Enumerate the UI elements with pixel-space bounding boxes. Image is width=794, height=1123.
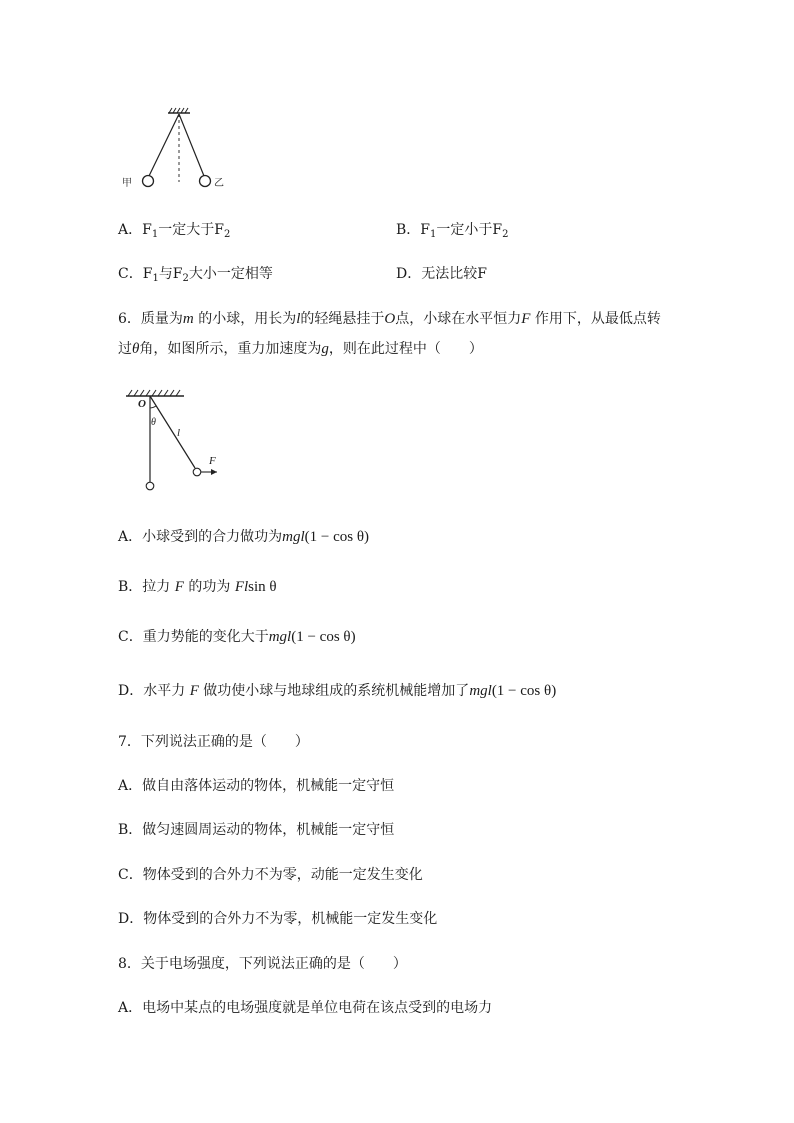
q6-option-d: D．水平力 F 做功使小球与地球组成的系统机械能增加了mgl(1 − cos θ) xyxy=(118,683,557,699)
pendulum-force-figure xyxy=(120,388,230,492)
two-pendulum-figure xyxy=(118,108,248,192)
q5-option-c: C．$F_1$与$F_2$大小一定相等 xyxy=(118,266,273,284)
q6-stem-line1: 6．质量为m 的小球，用长为l的轻绳悬挂于O点，小球在水平恒力F 作用下，从最低点转 xyxy=(118,311,661,327)
ceiling-hatch xyxy=(128,390,180,396)
ball-displaced xyxy=(193,468,201,476)
ball-lowest xyxy=(146,482,154,490)
ball-jia xyxy=(143,176,154,187)
ball-yi xyxy=(200,176,211,187)
q7-option-c: C．物体受到的合外力不为零，动能一定发生变化 xyxy=(118,867,423,883)
force-arrowhead xyxy=(211,469,217,475)
label-yi: 乙 xyxy=(214,178,224,189)
q7-option-a: A．做自由落体运动的物体，机械能一定守恒 xyxy=(118,778,395,794)
q5-option-a: A．$F_1$一定大于$F_2$ xyxy=(118,222,231,240)
q6-stem-line2: 过θ角，如图所示，重力加速度为g，则在此过程中（ ） xyxy=(118,341,483,357)
label-theta: θ xyxy=(151,417,156,428)
q8-option-a: A．电场中某点的电场强度就是单位电荷在该点受到的电场力 xyxy=(118,1000,493,1016)
q5-option-b: B．$F_1$一定小于$F_2$ xyxy=(396,222,509,240)
q7-stem: 7．下列说法正确的是（ ） xyxy=(118,734,309,750)
q8-stem: 8．关于电场强度，下列说法正确的是（ ） xyxy=(118,956,407,972)
label-f: F xyxy=(209,455,216,467)
q7-option-b: B．做匀速圆周运动的物体，机械能一定守恒 xyxy=(118,822,395,838)
deflected-string xyxy=(150,396,195,468)
label-l: l xyxy=(177,427,181,439)
string-yi xyxy=(179,114,204,176)
label-o: O xyxy=(138,398,146,410)
label-jia: 甲 xyxy=(122,178,132,189)
q5-option-d: D．无法比较F xyxy=(396,266,487,282)
q6-option-c: C．重力势能的变化大于mgl(1 − cos θ) xyxy=(118,629,356,645)
angle-arc xyxy=(150,406,156,408)
q6-option-b: B．拉力 F 的功为 Flsin θ xyxy=(118,579,277,595)
string-jia xyxy=(149,114,179,176)
q7-option-d: D．物体受到的合外力不为零，机械能一定发生变化 xyxy=(118,911,438,927)
q6-option-a: A．小球受到的合力做功为mgl(1 − cos θ) xyxy=(118,529,370,545)
